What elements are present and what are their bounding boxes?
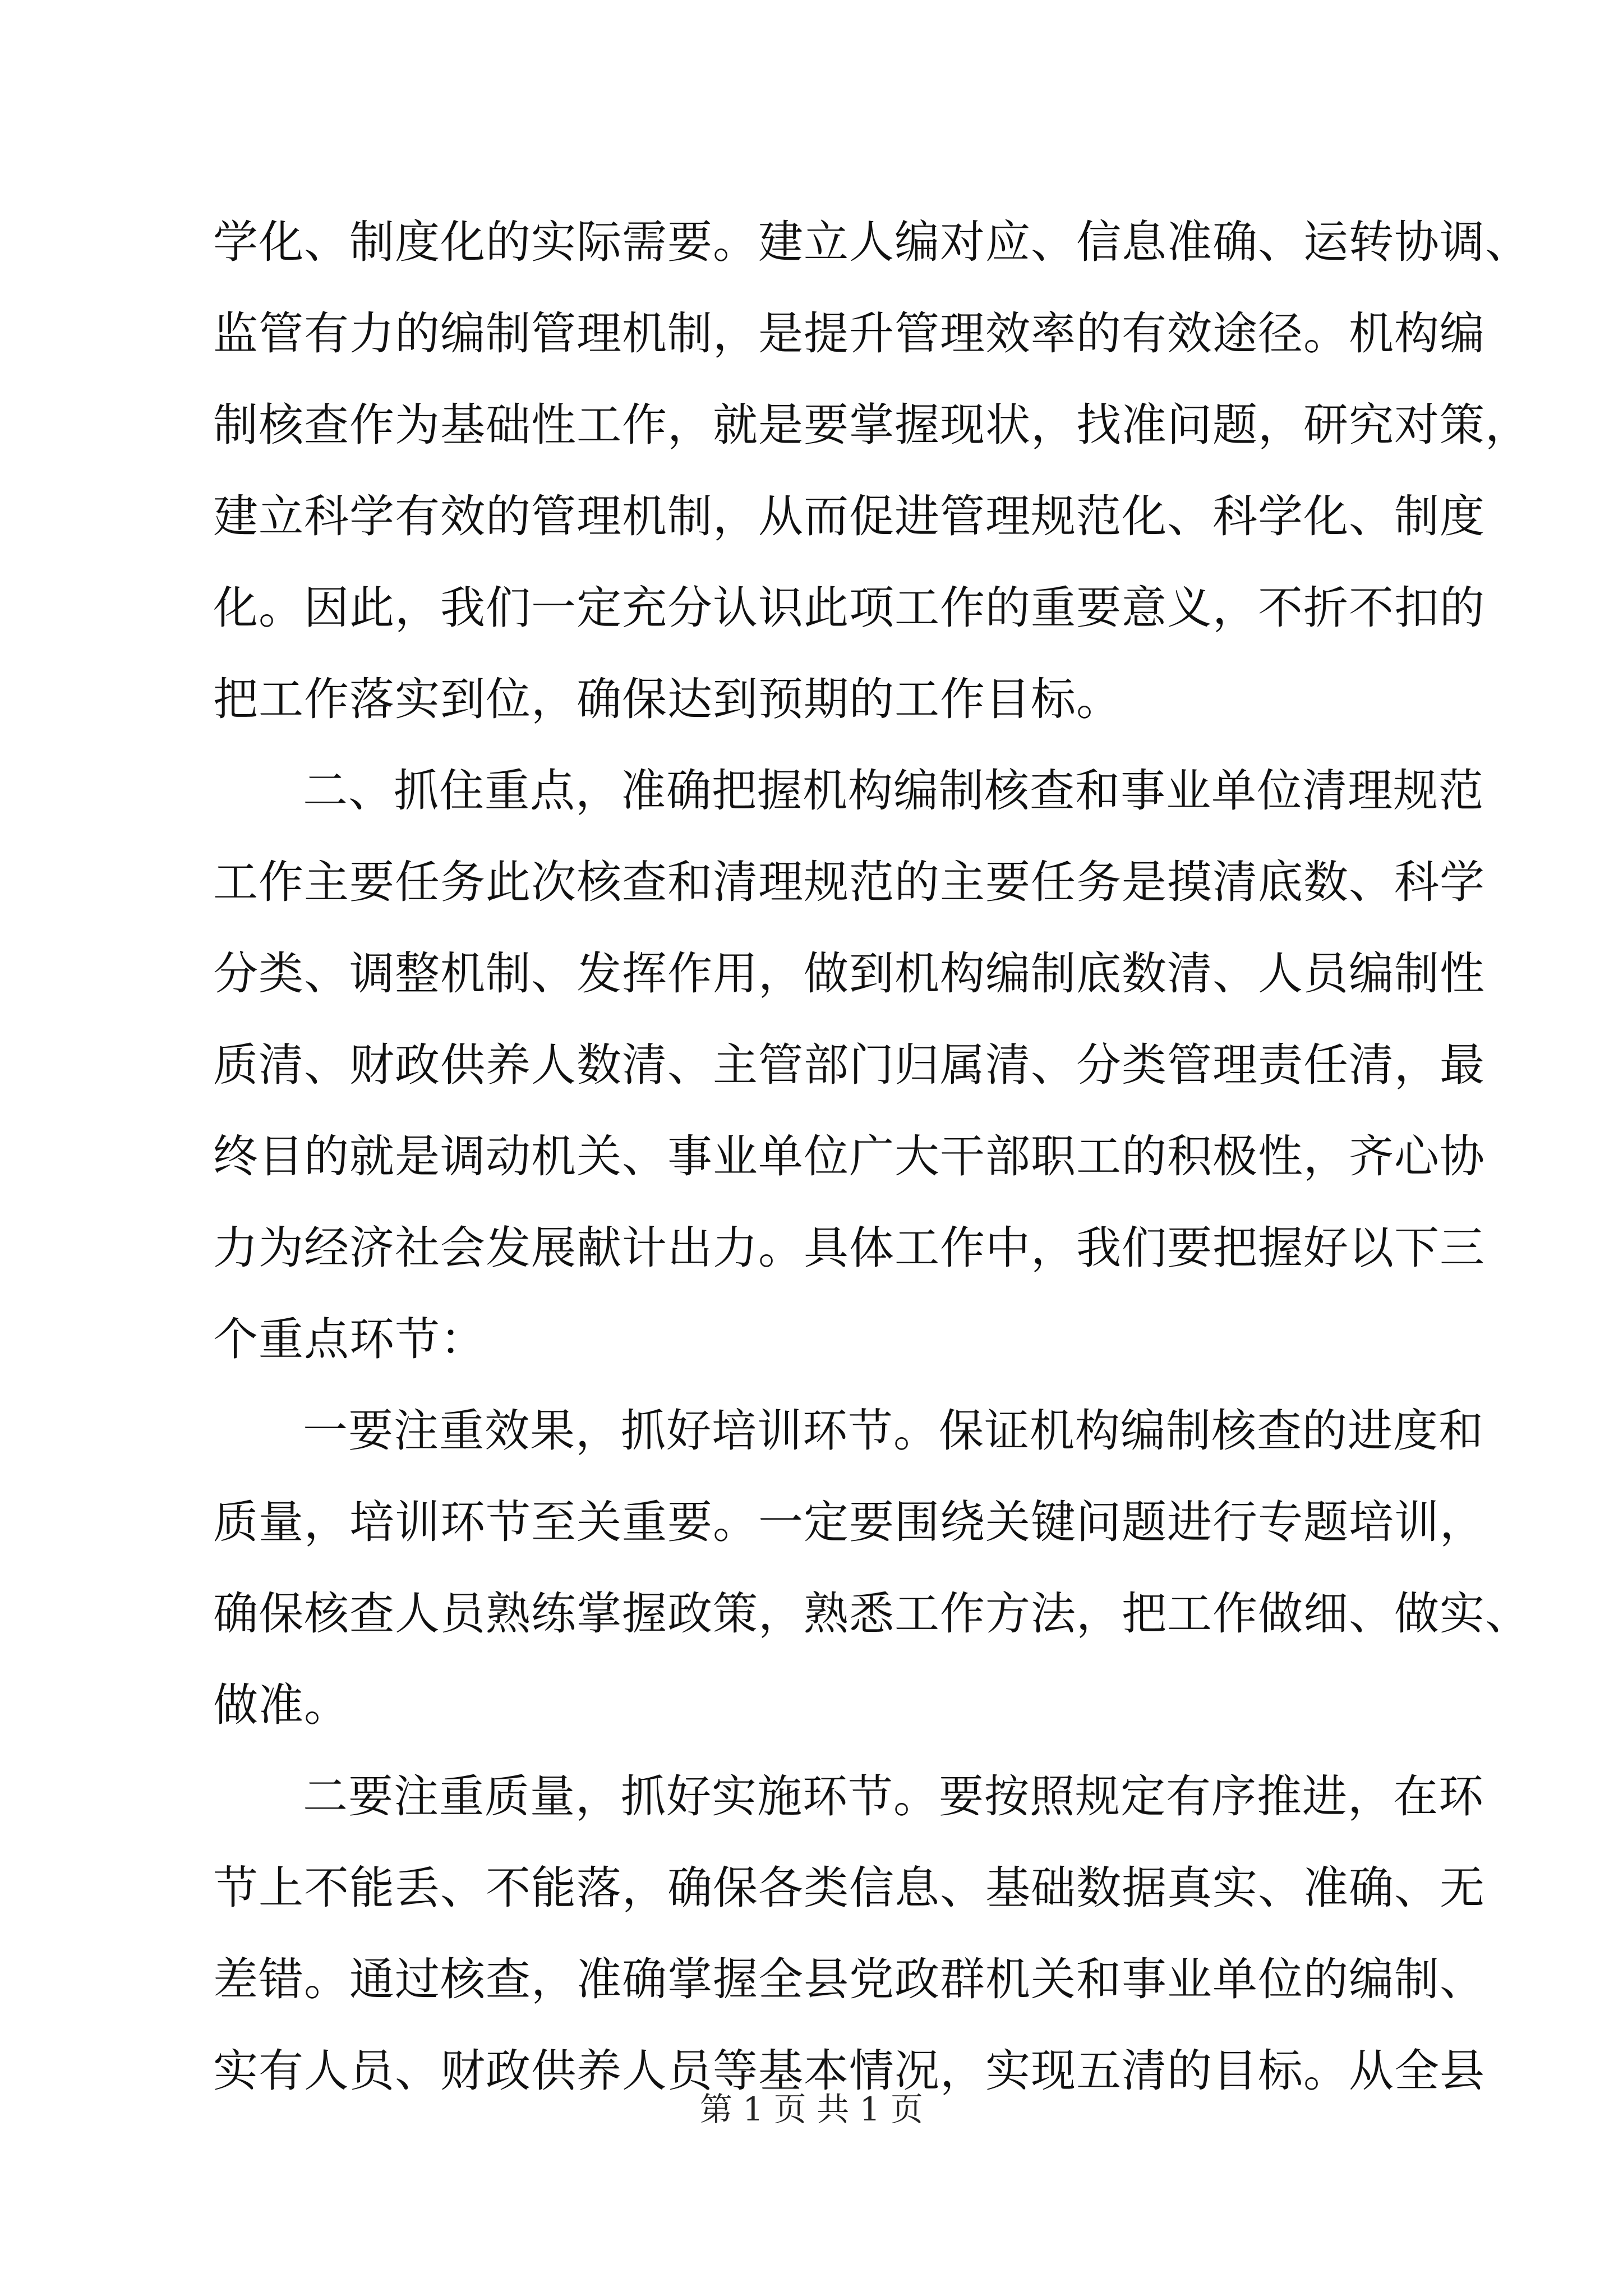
text-line: 监管有力的编制管理机制，是提升管理效率的有效途径。机构编 — [213, 307, 1485, 360]
text-line: 化。因此，我们一定充分认识此项工作的重要意义，不折不扣的 — [213, 582, 1485, 634]
text-line: 质清、财政供养人数清、主管部门归属清、分类管理责任清，最 — [213, 1039, 1485, 1091]
paragraph-first-line: 二、抓住重点，准确把握机构编制核查和事业单位清理规范 — [303, 765, 1484, 817]
text-line: 个重点环节： — [213, 1313, 486, 1365]
text-line: 终目的就是调动机关、事业单位广大干部职工的积极性，齐心协 — [213, 1130, 1485, 1182]
document-body — [213, 196, 1530, 2116]
text-line: 建立科学有效的管理机制，从而促进管理规范化、科学化、制度 — [213, 490, 1485, 542]
text-line: 差错。通过核查，准确掌握全县党政群机关和事业单位的编制、 — [213, 1953, 1485, 2005]
text-line: 工作主要任务此次核查和清理规范的主要任务是摸清底数、科学 — [213, 856, 1485, 908]
text-line: 把工作落实到位，确保达到预期的工作目标。 — [213, 673, 1122, 725]
paragraph-first-line: 一要注重效果，抓好培训环节。保证机构编制核查的进度和 — [303, 1405, 1484, 1457]
text-line: 制核查作为基础性工作，就是要掌握现状，找准问题，研究对策， — [213, 399, 1530, 451]
text-line: 质量，培训环节至关重要。一定要围绕关键问题进行专题培训， — [213, 1496, 1485, 1548]
text-line: 实有人员、财政供养人员等基本情况，实现五清的目标。从全县 — [213, 2045, 1485, 2097]
text-line: 做准。 — [213, 1679, 349, 1731]
page-footer: 第 1 页 共 1 页 — [700, 2090, 923, 2128]
text-line: 分类、调整机制、发挥作用，做到机构编制底数清、人员编制性 — [213, 947, 1485, 1000]
text-line: 确保核查人员熟练掌握政策，熟悉工作方法，把工作做细、做实、 — [213, 1588, 1530, 1640]
text-line: 力为经济社会发展献计出力。具体工作中，我们要把握好以下三 — [213, 1222, 1485, 1274]
paragraph-first-line: 二要注重质量，抓好实施环节。要按照规定有序推进，在环 — [303, 1770, 1484, 1823]
text-line: 学化、制度化的实际需要。建立人编对应、信息准确、运转协调、 — [213, 216, 1530, 268]
text-line: 节上不能丢、不能落，确保各类信息、基础数据真实、准确、无 — [213, 1862, 1485, 1914]
